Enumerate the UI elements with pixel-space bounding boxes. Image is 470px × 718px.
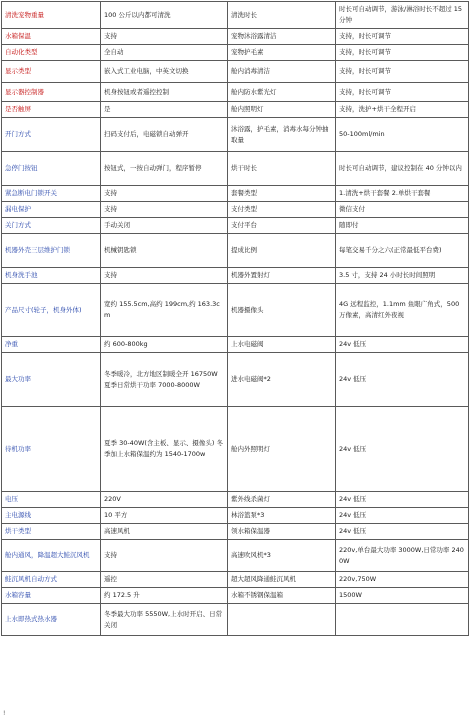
spec-value-right: 24v 低压 [336,337,469,353]
spec-value-left: 冬季暖冷，北方地区制暖全开 16750W 夏季日常烘干功率 7000-8000W [101,353,228,407]
spec-value-left: 约 600-800kg [101,337,228,353]
spec-label-left: 自动化类型 [2,45,101,61]
spec-value-right: 3.5 寸，支持 24 小时长时间照明 [336,268,469,284]
spec-value-left: 支持 [101,202,228,218]
table-row [2,353,469,407]
spec-value-right: 220v,单台最大功率 3000W,日常功率 2400W [336,540,469,572]
footer-mark: ! [3,710,6,717]
table-row [2,45,469,61]
spec-table [1,1,469,636]
spec-value-right: 随即付 [336,218,469,234]
spec-value-left: 手动关闭 [101,218,228,234]
spec-label-left: 舱内通风，降温超大鲑沉风机 [2,540,101,572]
spec-label-right: 领水箱保温器 [228,524,336,540]
spec-value-right: 24v 低压 [336,508,469,524]
spec-label-right: 烘干时长 [228,152,336,186]
spec-value-right: 24v 低压 [336,407,469,492]
spec-label-left: 开门方式 [2,118,101,152]
spec-value-left: 按钮式，一按自动弹门，程序暂停 [101,152,228,186]
spec-label-left: 机器外壳三层维护门锁 [2,234,101,268]
spec-value-left: 220V [101,492,228,508]
spec-value-right: 微信支付 [336,202,469,218]
spec-value-right: 24v 低压 [336,353,469,407]
spec-value-right: 1500W [336,588,469,604]
table-row [2,61,469,83]
spec-label-left: 净重 [2,337,101,353]
spec-label-right: 宠物沐浴露清洁 [228,29,336,45]
spec-value-right: 支持，时长可调节 [336,61,469,83]
table-row [2,284,469,337]
spec-label-right: 舱内照明灯 [228,102,336,118]
spec-label-left: 上水即热式热水器 [2,604,101,636]
spec-label-right: 清洗时长 [228,2,336,29]
spec-value-right: 每笔交易千分之六(正常最低平台费) [336,234,469,268]
spec-label-right: 宠物护毛素 [228,45,336,61]
spec-label-right: 林浴篮泵*3 [228,508,336,524]
spec-value-left: 遥控 [101,572,228,588]
spec-value-right: 220v,750W [336,572,469,588]
spec-label-right: 上水电磁阀 [228,337,336,353]
spec-label-left: 最大功率 [2,353,101,407]
table-row [2,268,469,284]
spec-value-right: 1.清洗+烘干套餐 2.单烘干套餐 [336,186,469,202]
table-row [2,29,469,45]
spec-value-left: 全自动 [101,45,228,61]
spec-value-left: 机械钥匙锁 [101,234,228,268]
spec-value-left: 冬季最大功率 5550W,上水时开启、日常关闭 [101,604,228,636]
table-row [2,83,469,102]
spec-value-left: 支持 [101,268,228,284]
spec-label-right [228,604,336,636]
spec-label-right: 套餐类型 [228,186,336,202]
spec-label-right: 舱内外照明灯 [228,407,336,492]
table-row [2,337,469,353]
spec-label-left: 是否触屏 [2,102,101,118]
spec-label-left: 烘干类型 [2,524,101,540]
spec-value-right: 支持，时长可调节 [336,45,469,61]
table-row [2,152,469,186]
spec-label-right: 机器摄像头 [228,284,336,337]
spec-value-left: 高速风机 [101,524,228,540]
table-row [2,524,469,540]
spec-label-left: 电压 [2,492,101,508]
spec-label-right: 机器外置射灯 [228,268,336,284]
table-row [2,604,469,636]
spec-label-left: 紧急断电门锁开关 [2,186,101,202]
spec-label-left: 机身洗手池 [2,268,101,284]
spec-label-left: 急停门按钮 [2,152,101,186]
spec-label-right: 支付类型 [228,202,336,218]
spec-value-right [336,604,469,636]
spec-label-right: 进水电磁阀*2 [228,353,336,407]
table-row [2,202,469,218]
spec-value-left: 约 172.5 升 [101,588,228,604]
spec-label-right: 紫外线杀菌灯 [228,492,336,508]
spec-value-left: 嵌入式工业电脑，中英文切换 [101,61,228,83]
spec-value-right: 时长可自动调节，建议控制在 40 分钟以内 [336,152,469,186]
spec-label-left: 显示器控制器 [2,83,101,102]
spec-value-left: 100 公斤以内都可清洗 [101,2,228,29]
table-row [2,407,469,492]
table-row [2,588,469,604]
spec-value-right: 24v 低压 [336,524,469,540]
table-row [2,492,469,508]
spec-label-left: 显示类型 [2,61,101,83]
spec-label-right: 超大超风降通鲑沉风机 [228,572,336,588]
spec-value-left: 夏季 30-40W(含主板、显示、摄像头) 冬季加上水箱保温约为 1540-1700w [101,407,228,492]
spec-label-left: 水箱容量 [2,588,101,604]
spec-value-right: 4G 远程监控，1.1mm 鱼眼广角式，500 万像素，高清红外夜视 [336,284,469,337]
spec-label-right: 水箱不锈钢保温箱 [228,588,336,604]
table-row [2,572,469,588]
spec-table-body [2,2,469,636]
spec-value-left: 宽约 155.5cm,高约 199cm,约 163.3cm [101,284,228,337]
spec-value-left: 扫码支付后，电磁锁自动弹开 [101,118,228,152]
spec-label-left: 主电源线 [2,508,101,524]
spec-value-right: 支持，时长可调节 [336,29,469,45]
spec-label-right: 沐浴露，护毛素，消毒水每分钟抽取量 [228,118,336,152]
spec-value-right: 24v 低压 [336,492,469,508]
table-row [2,102,469,118]
spec-value-left: 机身按钮或者遥控控制 [101,83,228,102]
spec-label-right: 高速吹风机*3 [228,540,336,572]
spec-label-right: 提成比例 [228,234,336,268]
table-row [2,540,469,572]
table-row [2,508,469,524]
table-row [2,118,469,152]
spec-label-left: 待机功率 [2,407,101,492]
spec-value-right: 时长可自动调节，游泳/淋浴时长不超过 15 分钟 [336,2,469,29]
table-row [2,234,469,268]
table-row [2,186,469,202]
spec-value-right: 50-100ml/min [336,118,469,152]
spec-label-left: 漏电保护 [2,202,101,218]
table-row [2,2,469,29]
spec-label-right: 支付平台 [228,218,336,234]
spec-value-right: 支持，洗护+烘干全程开启 [336,102,469,118]
spec-value-left: 支持 [101,186,228,202]
spec-label-left: 关门方式 [2,218,101,234]
spec-label-left: 清洗宠物重量 [2,2,101,29]
spec-value-left: 10 平方 [101,508,228,524]
spec-value-right: 支持，时长可调节 [336,83,469,102]
spec-label-left: 产品尺寸(轮子，机身外体) [2,284,101,337]
table-row [2,218,469,234]
spec-value-left: 支持 [101,29,228,45]
spec-label-right: 舱内消毒清洁 [228,61,336,83]
spec-label-left: 水箱保温 [2,29,101,45]
spec-value-left: 是 [101,102,228,118]
spec-label-left: 鲑沉风机自动方式 [2,572,101,588]
spec-value-left: 支持 [101,540,228,572]
spec-label-right: 舱内防水紫光灯 [228,83,336,102]
